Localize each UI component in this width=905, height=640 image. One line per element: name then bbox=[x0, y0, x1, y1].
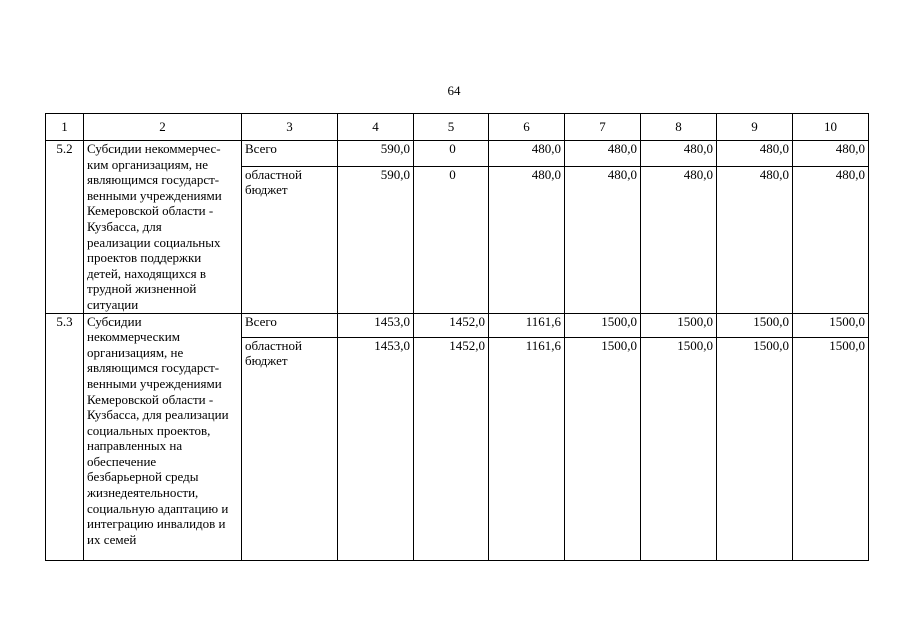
column-header: 4 bbox=[338, 114, 414, 141]
item-name-line: ким организациям, не bbox=[87, 156, 209, 172]
item-name-line: Субсидии некоммерчес- bbox=[87, 141, 221, 156]
item-name-line: проектов поддержки bbox=[87, 250, 202, 266]
value-cell: 480,0 bbox=[717, 166, 793, 313]
column-header: 7 bbox=[565, 114, 641, 141]
value-cell: 1500,0 bbox=[717, 337, 793, 560]
funding-source-line: бюджет bbox=[245, 182, 288, 198]
value-cell: 480,0 bbox=[793, 166, 869, 313]
item-name-line: интеграцию инвалидов и bbox=[87, 516, 226, 532]
value-cell: 1453,0 bbox=[338, 313, 414, 337]
item-name-line: являющимся государст- bbox=[87, 172, 220, 188]
value-cell: 480,0 bbox=[489, 141, 565, 167]
item-name-line: трудной жизненной bbox=[87, 281, 197, 297]
value-cell: 0 bbox=[414, 141, 489, 167]
item-name-line: социальных проектов, bbox=[87, 422, 211, 438]
page-number: 64 bbox=[447, 83, 461, 98]
funding-source bbox=[242, 337, 338, 560]
item-name-line: ситуации bbox=[87, 296, 139, 312]
funding-source-line: областной bbox=[245, 166, 302, 182]
item-name-line: жизнедеятельности, bbox=[87, 485, 199, 501]
value-cell: 1453,0 bbox=[338, 337, 414, 560]
item-name-line: Кемеровской области - bbox=[87, 391, 214, 407]
value-cell: 480,0 bbox=[641, 141, 717, 167]
item-name-line: некоммерческим bbox=[87, 329, 180, 345]
column-header: 9 bbox=[717, 114, 793, 141]
column-header: 6 bbox=[489, 114, 565, 141]
value-cell: 480,0 bbox=[565, 141, 641, 167]
value-cell: 480,0 bbox=[489, 166, 565, 313]
item-name-line: социальную адаптацию и bbox=[87, 500, 229, 516]
item-name-line: Кузбасса, для реализации bbox=[87, 407, 229, 423]
value-cell: 1161,6 bbox=[489, 313, 565, 337]
item-name-line: реализации социальных bbox=[87, 234, 221, 250]
value-cell: 590,0 bbox=[338, 166, 414, 313]
funding-source: Всего bbox=[242, 141, 338, 167]
value-cell: 480,0 bbox=[565, 166, 641, 313]
item-name-line: безбарьерной среды bbox=[87, 469, 199, 485]
funding-source bbox=[242, 166, 338, 313]
item-name-line: Субсидии bbox=[87, 313, 142, 329]
value-cell: 1500,0 bbox=[793, 337, 869, 560]
item-name-line: Кемеровской области - bbox=[87, 203, 214, 219]
value-cell: 1500,0 bbox=[565, 313, 641, 337]
value-cell: 1500,0 bbox=[641, 337, 717, 560]
column-header: 3 bbox=[242, 114, 338, 141]
budget-table bbox=[45, 113, 869, 561]
funding-source-line: бюджет bbox=[245, 353, 288, 369]
item-name bbox=[84, 313, 242, 560]
value-cell: 1500,0 bbox=[565, 337, 641, 560]
value-cell: 0 bbox=[414, 166, 489, 313]
column-header: 8 bbox=[641, 114, 717, 141]
column-header: 1 bbox=[46, 114, 84, 141]
column-header: 2 bbox=[84, 114, 242, 141]
item-name-line: являющимся государст- bbox=[87, 360, 220, 376]
value-cell: 480,0 bbox=[641, 166, 717, 313]
item-name-line: их семей bbox=[87, 531, 137, 547]
value-cell: 1500,0 bbox=[717, 313, 793, 337]
value-cell: 480,0 bbox=[793, 141, 869, 167]
value-cell: 480,0 bbox=[717, 141, 793, 167]
item-name-line: направленных на bbox=[87, 438, 183, 454]
value-cell: 1452,0 bbox=[414, 337, 489, 560]
funding-source: Всего bbox=[242, 313, 338, 337]
column-header: 10 bbox=[793, 114, 869, 141]
column-header: 5 bbox=[414, 114, 489, 141]
item-name-line: Кузбасса, для bbox=[87, 218, 162, 234]
value-cell: 590,0 bbox=[338, 141, 414, 167]
item-number: 5.2 bbox=[46, 141, 84, 314]
item-name-line: венными учреждениями bbox=[87, 187, 222, 203]
table-row bbox=[46, 313, 869, 337]
item-name-line: детей, находящихся в bbox=[87, 265, 206, 281]
value-cell: 1500,0 bbox=[793, 313, 869, 337]
value-cell: 1500,0 bbox=[641, 313, 717, 337]
value-cell: 1452,0 bbox=[414, 313, 489, 337]
item-name-line: венными учреждениями bbox=[87, 375, 222, 391]
table-row bbox=[46, 141, 869, 167]
funding-source-line: областной bbox=[245, 337, 302, 353]
item-name-line: обеспечение bbox=[87, 453, 157, 469]
header-row bbox=[46, 114, 869, 141]
item-name bbox=[84, 141, 242, 314]
item-number: 5.3 bbox=[46, 313, 84, 560]
item-name-line: организациям, не bbox=[87, 344, 184, 360]
value-cell: 1161,6 bbox=[489, 337, 565, 560]
